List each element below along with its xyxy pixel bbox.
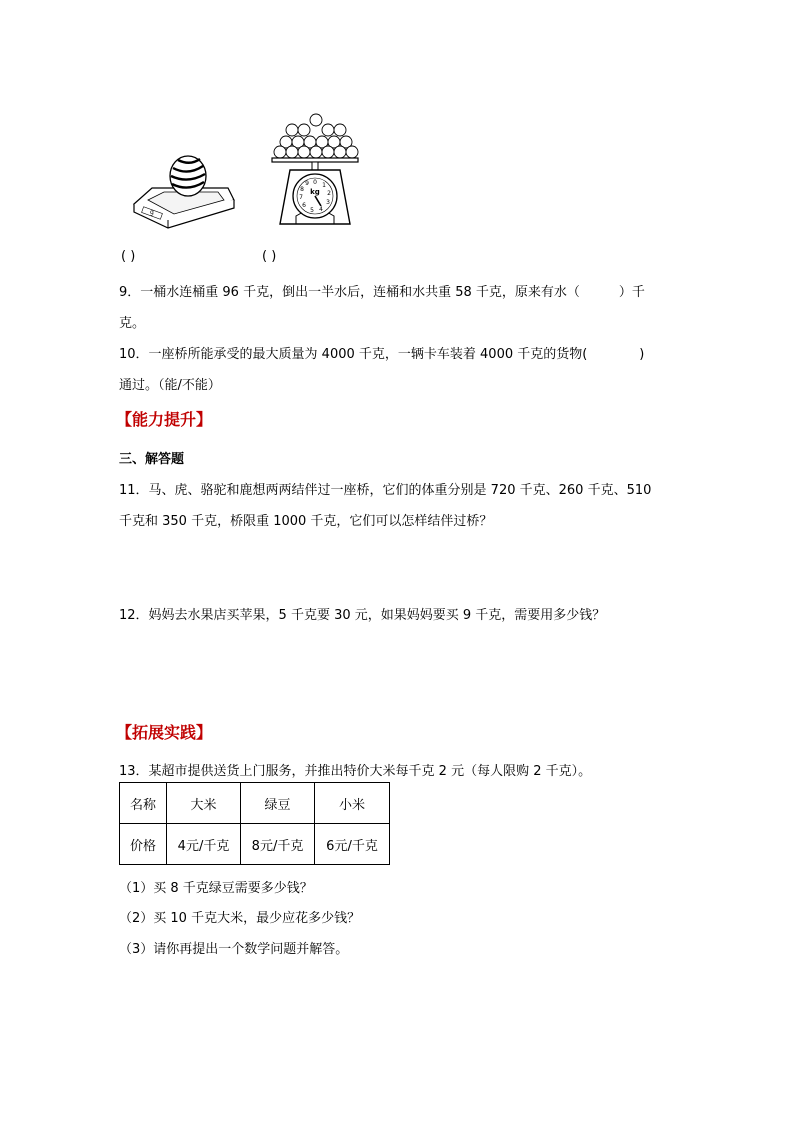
svg-text:8: 8	[300, 186, 304, 193]
question-13-intro: 13．某超市提供送货上门服务，并推出特价大米每千克 2 元（每人限购 2 千克）。	[119, 764, 592, 779]
svg-text:g: g	[150, 209, 154, 216]
question-11-line1: 11．马、虎、骆驼和鹿想两两结伴过一座桥，它们的体重分别是 720 千克、260 千克、510	[119, 483, 652, 498]
question-9-line1: 9．一桶水连桶重 96 千克，倒出一半水后，连桶和水共重 58 千克，原来有水（ ）千	[119, 285, 645, 300]
question-9-line2: 克。	[119, 316, 146, 331]
question-11-line2: 千克和 350 千克，桥限重 1000 千克，它们可以怎样结伴过桥？	[119, 514, 493, 529]
question-12: 12．妈妈去水果店买苹果，5 千克要 30 元，如果妈妈要买 9 千克，需要用多少钱？	[119, 608, 606, 623]
svg-text:3: 3	[326, 199, 330, 206]
svg-text:6: 6	[302, 202, 306, 209]
svg-text:9: 9	[305, 180, 309, 187]
table-header-cell: 大米	[167, 783, 241, 824]
table-cell: 价格	[120, 824, 167, 865]
svg-text:7: 7	[299, 194, 303, 201]
section-practice-heading: 【拓展实践】	[116, 723, 213, 742]
price-table	[119, 782, 390, 865]
svg-text:1: 1	[322, 182, 326, 189]
svg-text:4: 4	[319, 206, 323, 213]
svg-text:2: 2	[327, 190, 331, 197]
table-row	[120, 824, 390, 865]
svg-text:5: 5	[310, 207, 314, 214]
table-cell: 8元/千克	[241, 824, 315, 865]
question-13-sub1: （1）买 8 千克绿豆需要多少钱？	[119, 881, 313, 896]
svg-text:0: 0	[313, 179, 317, 186]
part3-title: 三、解答题	[119, 452, 185, 467]
table-cell: 6元/千克	[315, 824, 390, 865]
answer-paren-2: ( )	[262, 249, 277, 264]
table-header-cell: 绿豆	[241, 783, 315, 824]
answer-paren-1: ( )	[121, 249, 136, 264]
table-cell: 4元/千克	[167, 824, 241, 865]
question-13-sub3: （3）请你再提出一个数学问题并解答。	[119, 942, 349, 957]
dial-scale-apples-image	[268, 108, 363, 236]
question-13-sub2: （2）买 10 千克大米，最少应花多少钱？	[119, 911, 361, 926]
question-10-line2: 通过。（能/不能）	[119, 378, 221, 393]
svg-text:kg: kg	[310, 188, 320, 196]
table-row	[120, 783, 390, 824]
kitchen-scale-watermelon-image	[128, 150, 238, 230]
question-10-line1: 10．一座桥所能承受的最大质量为 4000 千克，一辆卡车装着 4000 千克的货物( )	[119, 347, 645, 362]
table-header-cell: 小米	[315, 783, 390, 824]
section-ability-heading: 【能力提升】	[116, 410, 213, 429]
table-header-cell: 名称	[120, 783, 167, 824]
